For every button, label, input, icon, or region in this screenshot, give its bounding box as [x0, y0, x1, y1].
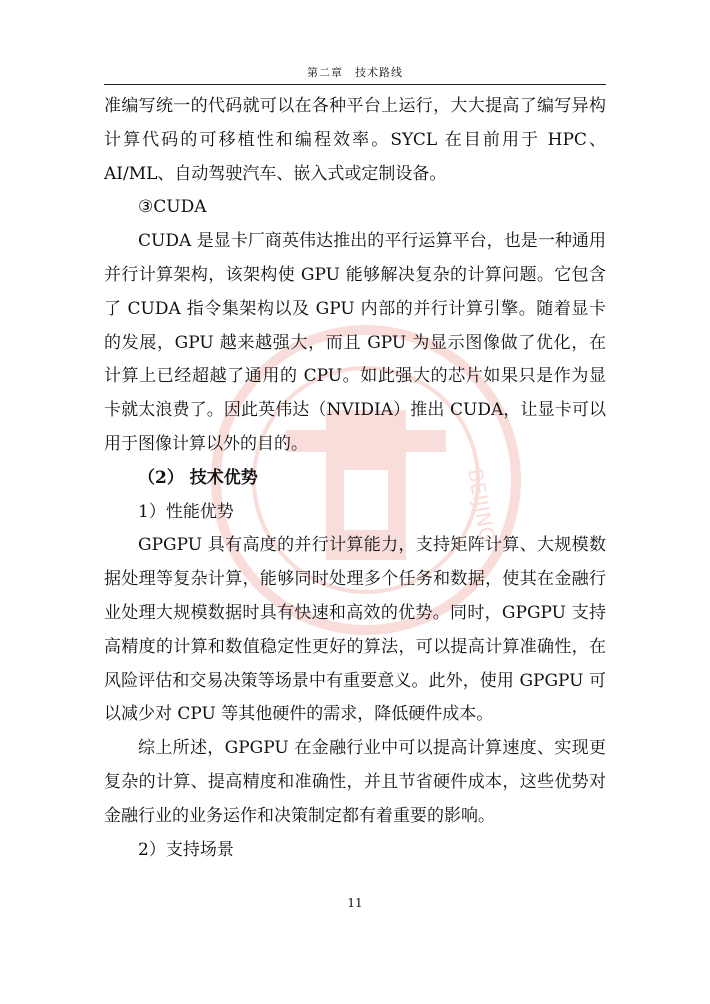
paragraph-gpgpu-performance: GPGPU 具有高度的并行计算能力，支持矩阵计算、大规模数据处理等复杂计算，能够同时处理多个任务和数据，使其在金融行业处理大规模数据时具有快速和高效的优势。同时，GPGPU 支持高精度的计算和数值稳定性更好的算法，可以提高计算准确性，在风险评估和交易决策等场景中有重要意义。此外，使用 GPGPU 可以减少对 CPU 等其他硬件的需求，降低硬件成本。 — [104, 535, 606, 725]
paragraph-sycl-continued: 准编写统一的代码就可以在各种平台上运行，大大提高了编写异构计算代码的可移植性和编程效率。SYCL 在目前用于 HPC、AI/ML、自动驾驶汽车、嵌入式或定制设备。 — [104, 96, 606, 184]
paragraph-cuda: CUDA 是显卡厂商英伟达推出的平行运算平台，也是一种通用并行计算架构，该架构使 GPU 能够解决复杂的计算问题。它包含了 CUDA 指令集架构以及 GPU 内部的并行计算引擎。随着显卡的发展，GPU 越来越强大，而且 GPU 为显示图像做了优化，在计算上已经超越了通用的 CPU。如此强大的芯片如果只是作为显卡就太浪费了。因此英伟达（NVIDIA）推出 CUDA，让显卡可以用于图像计算以外的目的。 — [104, 231, 606, 454]
running-header: 第二章 技术路线 — [307, 66, 403, 79]
page-body — [104, 90, 606, 867]
subheading-scenarios: 2）支持场景 — [138, 839, 234, 860]
item-cuda: ③CUDA — [138, 197, 207, 218]
subheading-performance: 1）性能优势 — [138, 501, 234, 522]
seal-watermark-text: BEIJING — [463, 466, 500, 545]
paragraph-summary: 综上所述，GPGPU 在金融行业中可以提高计算速度、实现更复杂的计算、提高精度和准确性，并且节省硬件成本，这些优势对金融行业的业务运作和决策制定都有着重要的影响。 — [104, 738, 606, 826]
page-number: 11 — [347, 896, 363, 910]
header-rule — [104, 84, 606, 85]
section-heading-advantages: （2） 技术优势 — [138, 467, 258, 488]
